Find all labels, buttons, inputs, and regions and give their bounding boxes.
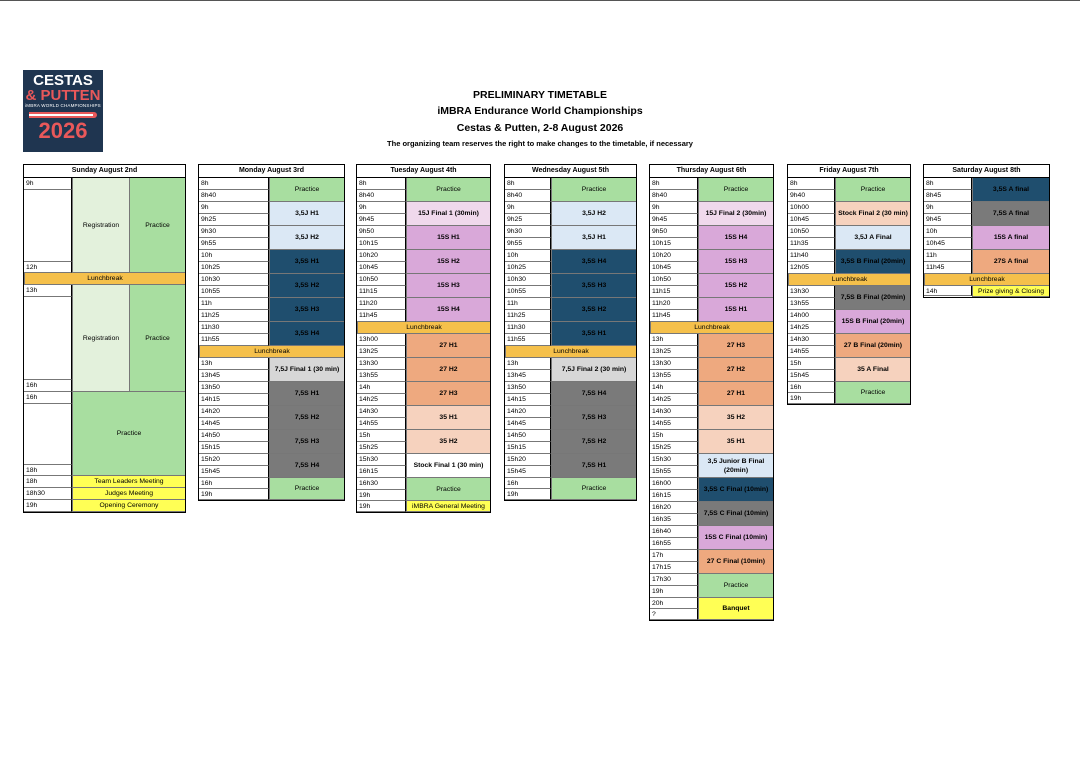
day-title: Wednesday August 5th <box>505 165 636 178</box>
time-cell: 13h50 <box>199 382 269 394</box>
schedule-block: 15S H1 <box>698 298 773 322</box>
time-cell: 9h55 <box>199 238 269 250</box>
schedule-block: Banquet <box>698 598 773 620</box>
schedule-block: Registration <box>72 285 129 392</box>
time-cell: 15h20 <box>505 454 551 466</box>
day-title: Monday August 3rd <box>199 165 344 178</box>
schedule-block: 27 H3 <box>406 382 490 406</box>
time-cell: 8h45 <box>924 190 972 202</box>
schedule-block: 35 H2 <box>406 430 490 454</box>
schedule-block: 27 H1 <box>698 382 773 406</box>
time-cell: 12h05 <box>788 262 835 274</box>
time-cell: 10h50 <box>788 226 835 238</box>
schedule-block: 7,5S H4 <box>269 454 344 478</box>
schedule-block: 15J Final 1 (30min) <box>406 202 490 226</box>
schedule-block: 27 B Final (20min) <box>835 334 910 358</box>
schedule-block: 7,5S H3 <box>551 406 636 430</box>
day-table-sunday <box>23 164 186 513</box>
document-header <box>340 88 740 151</box>
time-cell: 10h55 <box>505 286 551 298</box>
time-cell: 14h <box>924 286 972 296</box>
time-cell: 10h30 <box>505 274 551 286</box>
schedule-block: Practice <box>551 478 636 500</box>
time-cell: 9h25 <box>199 214 269 226</box>
schedule-block: 3,5J H2 <box>269 226 344 250</box>
schedule-block: 15S H3 <box>406 274 490 298</box>
schedule-block: 7,5J Final 1 (30 min) <box>269 358 344 382</box>
schedule-block: Practice <box>269 478 344 500</box>
logo-year: 2026 <box>38 118 88 143</box>
lunchbreak-bar: Lunchbreak <box>924 274 1049 286</box>
time-cell: ? <box>650 609 698 620</box>
time-cell: 16h00 <box>650 478 698 490</box>
schedule-block: Practice <box>551 178 636 202</box>
day-table-saturday <box>923 164 1050 298</box>
time-cell: 15h45 <box>505 466 551 478</box>
time-cell: 16h <box>199 478 269 489</box>
schedule-block: 15S B Final (20min) <box>835 310 910 334</box>
schedule-block: 3,5S C Final (10min) <box>698 478 773 502</box>
time-cell: 9h50 <box>650 226 698 238</box>
time-cell: 14h45 <box>199 418 269 430</box>
time-cell: 19h <box>650 586 698 598</box>
time-cell: 9h <box>650 202 698 214</box>
schedule-block: Practice <box>835 382 910 404</box>
logo-line-1: CESTAS <box>33 72 93 89</box>
time-cell: 13h25 <box>650 346 698 358</box>
time-cell: 10h50 <box>357 274 406 286</box>
schedule-block: 35 A Final <box>835 358 910 382</box>
day-table-thursday <box>649 164 774 621</box>
time-cell: 8h40 <box>199 190 269 202</box>
event-logo <box>23 70 103 152</box>
time-cell: 15h45 <box>788 370 835 382</box>
time-cell: 8h40 <box>650 190 698 202</box>
time-cell: 13h00 <box>357 334 406 346</box>
time-cell: 13h45 <box>199 370 269 382</box>
schedule-block: Prize giving & Closing <box>972 286 1049 297</box>
time-cell: 11h30 <box>199 322 269 334</box>
top-border-line <box>0 0 1080 1</box>
time-cell: 14h15 <box>199 394 269 406</box>
time-cell: 15h20 <box>199 454 269 466</box>
schedule-block: Practice <box>129 178 185 273</box>
time-cell: 11h20 <box>650 298 698 310</box>
schedule-block: 15S H4 <box>698 226 773 250</box>
time-cell: 14h30 <box>357 406 406 418</box>
time-cell: 10h45 <box>650 262 698 274</box>
lunchbreak-bar: Lunchbreak <box>24 273 185 285</box>
time-cell: 19h <box>357 490 406 501</box>
time-cell: 19h <box>788 393 835 404</box>
time-cell: 18h30 <box>24 488 72 500</box>
lunchbreak-bar: Lunchbreak <box>199 346 344 358</box>
time-cell: 10h25 <box>505 262 551 274</box>
schedule-block: 7,5S A final <box>972 202 1049 226</box>
time-cell: 16h40 <box>650 526 698 538</box>
time-cell: 9h <box>924 202 972 214</box>
schedule-block: 3,5S H1 <box>269 250 344 274</box>
time-cell: 14h15 <box>505 394 551 406</box>
time-cell: 16h55 <box>650 538 698 550</box>
time-cell: 8h40 <box>357 190 406 202</box>
time-cell: 13h30 <box>788 286 835 298</box>
time-cell: 15h30 <box>650 454 698 466</box>
time-cell: 13h55 <box>357 370 406 382</box>
time-cell: 15h15 <box>199 442 269 454</box>
time-cell: 10h55 <box>199 286 269 298</box>
time-cell: 15h <box>650 430 698 442</box>
time-cell: 10h <box>505 250 551 262</box>
schedule-block: 27 H1 <box>406 334 490 358</box>
time-cell: 15h <box>357 430 406 442</box>
schedule-block: Practice <box>129 285 185 392</box>
time-cell <box>24 190 72 262</box>
time-cell: 10h20 <box>650 250 698 262</box>
time-cell: 14h30 <box>650 406 698 418</box>
schedule-block: 3,5J A Final <box>835 226 910 250</box>
schedule-block: Practice <box>72 392 185 476</box>
time-cell: 11h45 <box>357 310 406 322</box>
time-cell: 9h <box>505 202 551 214</box>
schedule-block: 15S C Final (10min) <box>698 526 773 550</box>
schedule-block: Practice <box>406 178 490 202</box>
schedule-block: 3,5S H2 <box>551 298 636 322</box>
time-cell: 14h45 <box>505 418 551 430</box>
time-cell: 11h25 <box>199 310 269 322</box>
time-cell: 10h45 <box>924 238 972 250</box>
disclaimer-note: The organizing team reserves the right to make changes to the timetable, if necessary <box>387 139 693 148</box>
time-cell: 8h <box>199 178 269 190</box>
time-cell: 15h <box>788 358 835 370</box>
time-cell: 14h <box>357 382 406 394</box>
time-cell: 10h25 <box>199 262 269 274</box>
time-cell: 15h15 <box>505 442 551 454</box>
time-cell: 9h50 <box>357 226 406 238</box>
time-cell: 8h <box>357 178 406 190</box>
schedule-block: 7,5S H4 <box>551 382 636 406</box>
day-title: Tuesday August 4th <box>357 165 490 178</box>
day-table-tuesday <box>356 164 491 513</box>
time-cell: 15h25 <box>357 442 406 454</box>
time-cell: 8h <box>650 178 698 190</box>
schedule-block: 35 H2 <box>698 406 773 430</box>
schedule-block: Registration <box>72 178 129 273</box>
time-cell: 8h40 <box>505 190 551 202</box>
schedule-block: 7,5S H3 <box>269 430 344 454</box>
schedule-block: 7,5S H2 <box>551 430 636 454</box>
schedule-block: 7,5S C Final (10min) <box>698 502 773 526</box>
time-cell: 10h45 <box>788 214 835 226</box>
time-cell: 19h <box>357 501 406 512</box>
schedule-block: Judges Meeting <box>72 488 185 500</box>
time-cell: 8h <box>505 178 551 190</box>
time-cell: 19h <box>199 489 269 500</box>
event-place-dates: Cestas & Putten, 2-8 August 2026 <box>456 122 624 134</box>
time-cell: 10h50 <box>650 274 698 286</box>
time-cell: 11h45 <box>924 262 972 274</box>
time-cell: 10h30 <box>199 274 269 286</box>
schedule-block: 3,5S H3 <box>269 298 344 322</box>
time-cell: 16h15 <box>650 490 698 502</box>
time-cell: 9h <box>199 202 269 214</box>
time-cell: 20h <box>650 598 698 609</box>
schedule-block: 15S H2 <box>698 274 773 298</box>
time-cell: 11h30 <box>505 322 551 334</box>
schedule-block: 3,5S H2 <box>269 274 344 298</box>
time-cell: 14h50 <box>505 430 551 442</box>
schedule-block: 15S H1 <box>406 226 490 250</box>
schedule-block: Opening Ceremony <box>72 500 185 512</box>
schedule-block: 27 H3 <box>698 334 773 358</box>
day-title: Saturday August 8th <box>924 165 1049 178</box>
time-cell: 9h40 <box>788 190 835 202</box>
schedule-block: 15J Final 2 (30min) <box>698 202 773 226</box>
time-cell: 11h <box>505 298 551 310</box>
time-cell: 15h45 <box>199 466 269 478</box>
schedule-block: 7,5S H1 <box>269 382 344 406</box>
schedule-block: 3,5S H4 <box>551 250 636 274</box>
schedule-block: 35 H1 <box>698 430 773 454</box>
time-cell: 10h <box>199 250 269 262</box>
time-cell: 14h20 <box>505 406 551 418</box>
time-cell: 15h25 <box>650 442 698 454</box>
schedule-block: 7,5S H2 <box>269 406 344 430</box>
time-cell: 16h15 <box>357 466 406 478</box>
time-cell: 18h <box>24 465 72 476</box>
time-cell: 12h <box>24 262 72 273</box>
schedule-block: 15S A final <box>972 226 1049 250</box>
time-cell: 11h <box>199 298 269 310</box>
lunchbreak-bar: Lunchbreak <box>788 274 910 286</box>
time-cell: 11h15 <box>650 286 698 298</box>
time-cell: 10h15 <box>357 238 406 250</box>
time-cell: 16h35 <box>650 514 698 526</box>
time-cell: 11h40 <box>788 250 835 262</box>
time-cell: 11h55 <box>505 334 551 346</box>
time-cell: 14h <box>650 382 698 394</box>
time-cell: 17h <box>650 550 698 562</box>
schedule-block: 3,5J H2 <box>551 202 636 226</box>
logo-stripe <box>29 112 97 118</box>
time-cell <box>24 297 72 380</box>
schedule-block: 15S H3 <box>698 250 773 274</box>
time-cell: 16h30 <box>357 478 406 490</box>
time-cell: 14h25 <box>788 322 835 334</box>
time-cell: 11h55 <box>199 334 269 346</box>
time-cell: 19h <box>505 489 551 500</box>
time-cell: 9h25 <box>505 214 551 226</box>
lunchbreak-bar: Lunchbreak <box>357 322 490 334</box>
time-cell: 9h55 <box>505 238 551 250</box>
time-cell: 10h15 <box>650 238 698 250</box>
logo-line-2: & PUTTEN <box>25 87 101 104</box>
day-title: Thursday August 6th <box>650 165 773 178</box>
schedule-block: 3,5S H3 <box>551 274 636 298</box>
time-cell <box>24 404 72 465</box>
time-cell: 17h30 <box>650 574 698 586</box>
time-cell: 16h <box>505 478 551 489</box>
time-cell: 9h45 <box>357 214 406 226</box>
schedule-block: 27 H2 <box>406 358 490 382</box>
schedule-block: 7,5S H1 <box>551 454 636 478</box>
time-cell: 9h45 <box>650 214 698 226</box>
day-title: Sunday August 2nd <box>24 165 185 178</box>
time-cell: 11h35 <box>788 238 835 250</box>
time-cell: 17h15 <box>650 562 698 574</box>
time-cell: 9h <box>357 202 406 214</box>
time-cell: 13h55 <box>788 298 835 310</box>
time-cell: 14h55 <box>788 346 835 358</box>
time-cell: 15h55 <box>650 466 698 478</box>
schedule-block: 27 H2 <box>698 358 773 382</box>
time-cell: 18h <box>24 476 72 488</box>
logo-line-3: iMBRA WORLD CHAMPIONSHIPS <box>25 103 101 108</box>
schedule-block: 3,5J H1 <box>551 226 636 250</box>
day-table-friday <box>787 164 911 405</box>
time-cell: 11h15 <box>357 286 406 298</box>
schedule-block: 3,5S A final <box>972 178 1049 202</box>
time-cell: 14h55 <box>357 418 406 430</box>
time-cell: 8h <box>924 178 972 190</box>
time-cell: 14h25 <box>650 394 698 406</box>
time-cell: 9h30 <box>199 226 269 238</box>
time-cell: 10h00 <box>788 202 835 214</box>
day-table-monday <box>198 164 345 501</box>
time-cell: 16h20 <box>650 502 698 514</box>
time-cell: 13h <box>24 285 72 297</box>
lunchbreak-bar: Lunchbreak <box>505 346 636 358</box>
time-cell: 15h30 <box>357 454 406 466</box>
time-cell: 16h <box>24 392 72 404</box>
time-cell: 16h <box>788 382 835 393</box>
schedule-block: 3,5S H4 <box>269 322 344 346</box>
page-title: PRELIMINARY TIMETABLE <box>473 89 607 101</box>
time-cell: 9h <box>24 178 72 190</box>
time-cell: 14h30 <box>788 334 835 346</box>
time-cell: 13h <box>650 334 698 346</box>
time-cell: 14h25 <box>357 394 406 406</box>
schedule-block: 35 H1 <box>406 406 490 430</box>
lunchbreak-bar: Lunchbreak <box>650 322 773 334</box>
event-name: iMBRA Endurance World Championships <box>437 105 643 117</box>
schedule-block: Team Leaders Meeting <box>72 476 185 488</box>
schedule-block: 15S H4 <box>406 298 490 322</box>
time-cell: 10h20 <box>357 250 406 262</box>
time-cell: 13h55 <box>650 370 698 382</box>
schedule-block: Stock Final 2 (30 min) <box>835 202 910 226</box>
time-cell: 16h <box>24 380 72 392</box>
time-cell: 14h50 <box>199 430 269 442</box>
time-cell: 11h <box>924 250 972 262</box>
schedule-block: iMBRA General Meeting <box>406 501 490 512</box>
time-cell: 13h <box>505 358 551 370</box>
schedule-block: 3,5S B Final (20min) <box>835 250 910 274</box>
schedule-block: 3,5 Junior B Final (20min) <box>698 454 773 478</box>
time-cell: 13h <box>199 358 269 370</box>
time-cell: 11h25 <box>505 310 551 322</box>
time-cell: 10h <box>924 226 972 238</box>
time-cell: 13h25 <box>357 346 406 358</box>
schedule-block: 27 C Final (10min) <box>698 550 773 574</box>
schedule-block: Practice <box>406 478 490 501</box>
schedule-block: Practice <box>835 178 910 202</box>
schedule-block: 7,5S B Final (20min) <box>835 286 910 310</box>
time-cell: 9h30 <box>505 226 551 238</box>
time-cell: 10h45 <box>357 262 406 274</box>
time-cell: 13h30 <box>650 358 698 370</box>
time-cell: 14h00 <box>788 310 835 322</box>
schedule-block: 7,5J Final 2 (30 min) <box>551 358 636 382</box>
time-cell: 8h <box>788 178 835 190</box>
time-cell: 14h20 <box>199 406 269 418</box>
day-table-wednesday <box>504 164 637 501</box>
time-cell: 9h45 <box>924 214 972 226</box>
schedule-block: 15S H2 <box>406 250 490 274</box>
schedule-block: Practice <box>269 178 344 202</box>
schedule-block: 27S A final <box>972 250 1049 274</box>
schedule-block: 3,5J H1 <box>269 202 344 226</box>
time-cell: 19h <box>24 500 72 512</box>
time-cell: 13h50 <box>505 382 551 394</box>
schedule-block: Stock Final 1 (30 min) <box>406 454 490 478</box>
time-cell: 11h20 <box>357 298 406 310</box>
schedule-block: 3,5S H1 <box>551 322 636 346</box>
schedule-block: Practice <box>698 574 773 598</box>
time-cell: 11h45 <box>650 310 698 322</box>
time-cell: 13h45 <box>505 370 551 382</box>
schedule-block: Practice <box>698 178 773 202</box>
day-title: Friday August 7th <box>788 165 910 178</box>
time-cell: 14h55 <box>650 418 698 430</box>
time-cell: 13h30 <box>357 358 406 370</box>
